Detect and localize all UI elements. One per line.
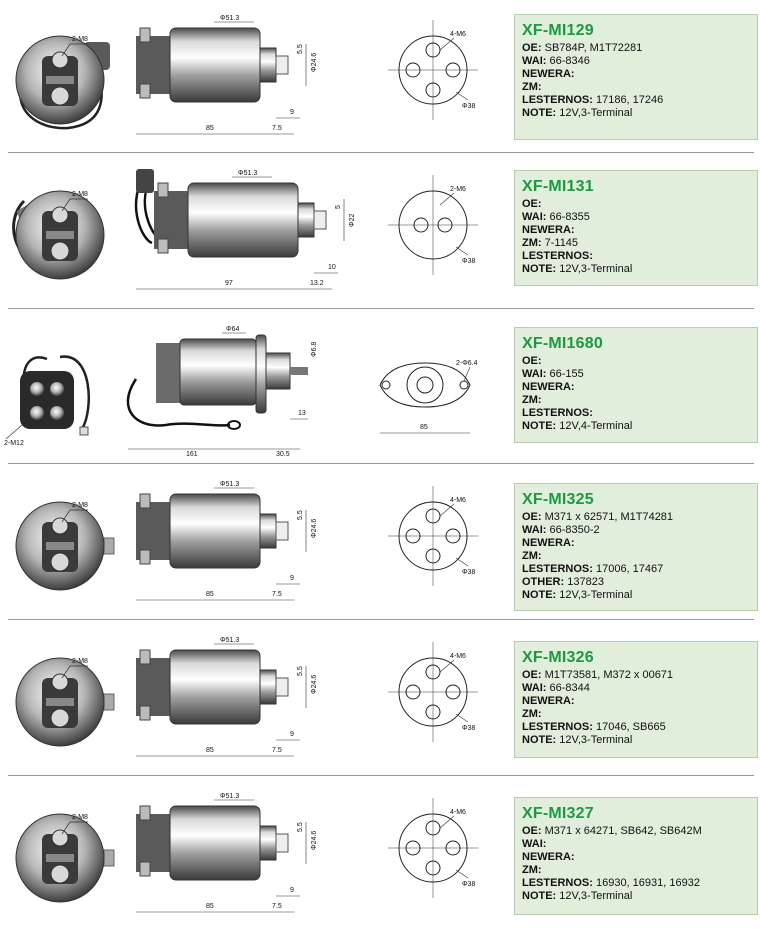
- spec-value: 66-8346: [549, 55, 590, 67]
- spec-line: [522, 537, 749, 550]
- dim-length: 85: [206, 747, 214, 754]
- photo-label: 2-M8: [72, 502, 88, 509]
- spec-value: 66-155: [549, 368, 584, 380]
- spec-key: OE:: [522, 825, 542, 837]
- side-view-drawing: [132, 636, 372, 766]
- dim-plunger: 5.5: [297, 44, 304, 54]
- spec-line: [522, 394, 749, 407]
- spec-value: 17186, 17246: [595, 94, 664, 106]
- front-view-drawing: [370, 345, 480, 455]
- side-view-drawing: [132, 14, 372, 144]
- front-view-drawing: [378, 486, 488, 596]
- spec-key: NEWERA:: [522, 537, 575, 549]
- spec-line: [522, 825, 749, 838]
- side-view-drawing: [132, 169, 372, 299]
- dim-diameter: Φ51.3: [220, 793, 240, 800]
- spec-line: [522, 224, 749, 237]
- spec-key: OE:: [522, 42, 542, 54]
- dim-offset: 30.5: [276, 451, 290, 458]
- spec-line: [522, 708, 749, 721]
- dim-diameter: Φ38: [462, 725, 476, 732]
- spec-card: [514, 14, 758, 140]
- spec-line: [522, 550, 749, 563]
- photo-label: 2-M8: [72, 814, 88, 821]
- spec-key: LESTERNOS:: [522, 877, 593, 889]
- spec-key: LESTERNOS:: [522, 721, 593, 733]
- spec-value: 17006, 17467: [595, 563, 664, 575]
- dim-gap: 9: [290, 109, 294, 116]
- spec-line: [522, 589, 749, 602]
- spec-key: WAI:: [522, 368, 547, 380]
- product-row: [0, 778, 760, 933]
- side-view-drawing: [126, 326, 356, 469]
- spec-line: [522, 524, 749, 537]
- spec-key: NOTE:: [522, 890, 557, 902]
- product-code: XF-MI131: [522, 178, 594, 195]
- product-code: XF-MI1680: [522, 335, 603, 352]
- dim-rod: Φ24.6: [311, 830, 318, 850]
- spec-key: NOTE:: [522, 263, 557, 275]
- spec-line: [522, 420, 749, 433]
- spec-key: NOTE:: [522, 734, 557, 746]
- terminal-photo: [4, 161, 122, 301]
- dim-offset: 7.5: [272, 591, 282, 598]
- spec-key: NOTE:: [522, 420, 557, 432]
- spec-key: OTHER:: [522, 576, 565, 588]
- front-view-drawing: [378, 20, 488, 130]
- spec-key: WAI:: [522, 838, 547, 850]
- spec-line: [522, 211, 749, 224]
- dim-length: 97: [225, 280, 233, 287]
- spec-key: ZM:: [522, 864, 542, 876]
- spec-key: NEWERA:: [522, 851, 575, 863]
- spec-key: ZM:: [522, 237, 542, 249]
- dim-rod: Φ24.6: [311, 52, 318, 72]
- spec-line: [522, 81, 749, 94]
- spec-line: [522, 851, 749, 864]
- spec-key: LESTERNOS:: [522, 94, 593, 106]
- spec-value: 12V,4-Terminal: [559, 420, 633, 432]
- spec-value: 12V,3-Terminal: [559, 589, 633, 601]
- spec-line: [522, 368, 749, 381]
- product-code: XF-MI129: [522, 22, 594, 39]
- spec-card: [514, 327, 758, 443]
- spec-line: [522, 838, 749, 851]
- spec-key: OE:: [522, 511, 542, 523]
- dim-plunger: 5.5: [297, 666, 304, 676]
- dim-diameter: Φ38: [462, 258, 476, 265]
- dim-diameter: Φ51.3: [220, 637, 240, 644]
- dim-gap: 9: [290, 575, 294, 582]
- spec-value: 16930, 16931, 16932: [595, 877, 700, 889]
- spec-value: SB784P, M1T72281: [544, 42, 643, 54]
- spec-card: [514, 170, 758, 286]
- spec-key: OE:: [522, 198, 542, 210]
- dim-offset: 7.5: [272, 747, 282, 754]
- dim-length: 161: [186, 451, 198, 458]
- spec-value: 7-1145: [544, 237, 579, 249]
- spec-key: NOTE:: [522, 589, 557, 601]
- spec-key: NEWERA:: [522, 68, 575, 80]
- spec-line: [522, 877, 749, 890]
- dim-bolts: 2-Φ6.4: [456, 360, 478, 367]
- spec-line: [522, 669, 749, 682]
- spec-line: [522, 250, 749, 263]
- photo-label: 2-M12: [4, 440, 24, 447]
- terminal-photo: [2, 329, 114, 459]
- spec-value: 12V,3-Terminal: [559, 734, 633, 746]
- dim-gap: 9: [290, 731, 294, 738]
- dim-diameter: Φ38: [462, 569, 476, 576]
- dim-length: 85: [206, 903, 214, 910]
- spec-line: [522, 237, 749, 250]
- spec-key: ZM:: [522, 708, 542, 720]
- spec-line: [522, 68, 749, 81]
- spec-line: [522, 721, 749, 734]
- dim-bolts: 4-M6: [450, 497, 466, 504]
- spec-key: NEWERA:: [522, 224, 575, 236]
- spec-line: [522, 107, 749, 120]
- spec-key: WAI:: [522, 55, 547, 67]
- dim-plunger: 5.5: [297, 510, 304, 520]
- product-row: [0, 155, 760, 310]
- spec-key: LESTERNOS:: [522, 563, 593, 575]
- product-code: XF-MI325: [522, 491, 594, 508]
- front-view-drawing: [378, 798, 488, 908]
- side-view-drawing: [132, 792, 372, 922]
- dim-rod: Φ24.6: [311, 674, 318, 694]
- spec-value: 66-8350-2: [549, 524, 600, 536]
- dim-diameter: Φ38: [462, 103, 476, 110]
- front-view-drawing: [378, 642, 488, 752]
- spec-key: ZM:: [522, 394, 542, 406]
- spec-key: WAI:: [522, 682, 547, 694]
- spec-value: 17046, SB665: [595, 721, 666, 733]
- spec-line: [522, 511, 749, 524]
- dim-plunger: 5: [335, 205, 342, 209]
- dim-bolts: 4-M6: [450, 31, 466, 38]
- spec-line: [522, 890, 749, 903]
- product-row: [0, 0, 760, 155]
- spec-key: ZM:: [522, 81, 542, 93]
- dim-diameter: Φ51.3: [220, 15, 240, 22]
- product-code: XF-MI326: [522, 649, 594, 666]
- dim-offset: 7.5: [272, 125, 282, 132]
- spec-value: 12V,3-Terminal: [559, 890, 633, 902]
- spec-line: [522, 355, 749, 368]
- spec-value: 66-8344: [549, 682, 590, 694]
- spec-key: OE:: [522, 669, 542, 681]
- spec-line: [522, 563, 749, 576]
- dim-rod: Φ22: [349, 213, 356, 227]
- spec-line: [522, 198, 749, 211]
- spec-value: 66-8355: [549, 211, 590, 223]
- side-view-drawing: [132, 480, 372, 610]
- spec-value: 12V,3-Terminal: [559, 263, 633, 275]
- dim-gap: 9: [290, 887, 294, 894]
- photo-label: 2-M8: [72, 658, 88, 665]
- dim-offset: 13.2: [310, 280, 324, 287]
- dim-diameter: 85: [420, 424, 428, 431]
- spec-key: WAI:: [522, 524, 547, 536]
- terminal-photo: [4, 6, 122, 146]
- dim-diameter: Φ51.3: [238, 170, 258, 177]
- spec-card: [514, 641, 758, 758]
- dim-gap: 10: [328, 264, 336, 271]
- product-row: [0, 311, 760, 466]
- photo-label: 2-M8: [72, 36, 88, 43]
- spec-key: NEWERA:: [522, 381, 575, 393]
- dim-diameter: Φ51.3: [220, 481, 240, 488]
- terminal-photo: [4, 472, 122, 612]
- dim-plunger: 5.5: [297, 822, 304, 832]
- spec-value: M371 x 62571, M1T74281: [544, 511, 674, 523]
- spec-card: [514, 483, 758, 611]
- spec-value: 12V,3-Terminal: [559, 107, 633, 119]
- spec-card: [514, 797, 758, 915]
- spec-key: WAI:: [522, 211, 547, 223]
- front-view-drawing: [378, 175, 488, 285]
- spec-key: ZM:: [522, 550, 542, 562]
- spec-line: [522, 734, 749, 747]
- spec-line: [522, 42, 749, 55]
- spec-line: [522, 407, 749, 420]
- spec-value: M1T73581, M372 x 00671: [544, 669, 674, 681]
- spec-line: [522, 695, 749, 708]
- terminal-photo: [4, 784, 122, 924]
- dim-length: 85: [206, 125, 214, 132]
- dim-offset: 7.5: [272, 903, 282, 910]
- spec-line: [522, 864, 749, 877]
- product-code: XF-MI327: [522, 805, 594, 822]
- dim-diameter: Φ64: [226, 326, 240, 333]
- dim-length: 85: [206, 591, 214, 598]
- dim-bolts: 4-M6: [450, 809, 466, 816]
- spec-line: [522, 381, 749, 394]
- dim-bolts: 4-M6: [450, 653, 466, 660]
- spec-key: LESTERNOS:: [522, 407, 593, 419]
- spec-value: M371 x 64271, SB642, SB642M: [544, 825, 702, 837]
- spec-value: 137823: [567, 576, 604, 588]
- spec-key: OE:: [522, 355, 542, 367]
- spec-key: LESTERNOS:: [522, 250, 593, 262]
- spec-key: NOTE:: [522, 107, 557, 119]
- dim-gap: 13: [298, 410, 306, 417]
- spec-line: [522, 682, 749, 695]
- product-row: [0, 466, 760, 621]
- spec-line: [522, 94, 749, 107]
- spec-line: [522, 576, 749, 589]
- product-row: [0, 622, 760, 777]
- dim-plunger: Φ6.8: [311, 341, 318, 357]
- photo-label: 2-M8: [72, 191, 88, 198]
- dim-rod: Φ24.6: [311, 518, 318, 538]
- spec-line: [522, 55, 749, 68]
- spec-line: [522, 263, 749, 276]
- dim-diameter: Φ38: [462, 881, 476, 888]
- dim-bolts: 2-M6: [450, 186, 466, 193]
- terminal-photo: [4, 628, 122, 768]
- spec-key: NEWERA:: [522, 695, 575, 707]
